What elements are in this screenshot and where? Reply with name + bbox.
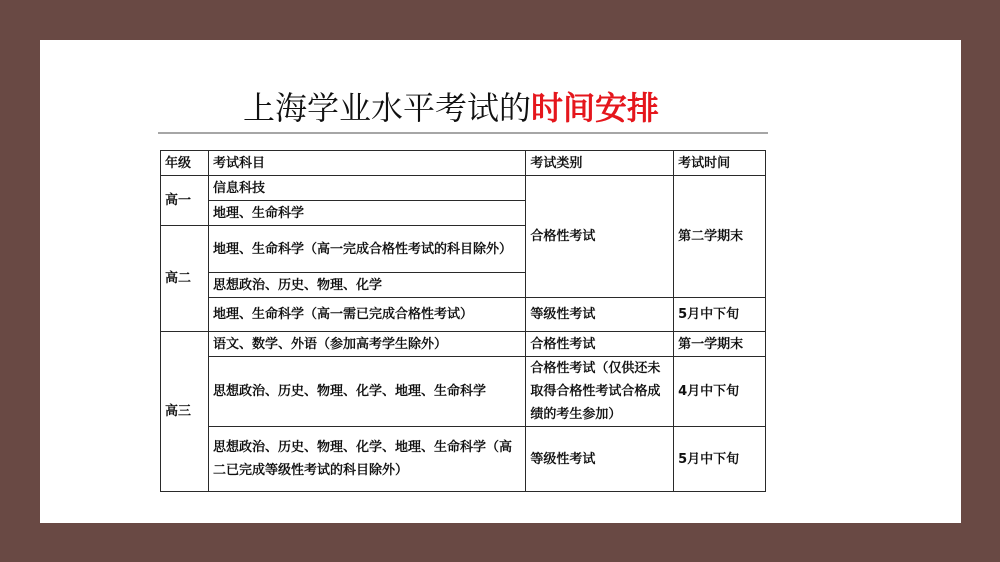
header-time: 考试时间	[674, 151, 766, 176]
grade-cell-g2: 高二	[161, 226, 209, 332]
time-cell: 5月中下旬	[674, 298, 766, 332]
category-cell: 合格性考试（仅供还未取得合格性考试合格成绩的考生参加）	[526, 357, 674, 427]
category-cell: 合格性考试	[526, 332, 674, 357]
time-cell: 5月中下旬	[674, 427, 766, 492]
subject-cell: 地理、生命科学（高一完成合格性考试的科目除外）	[208, 226, 525, 273]
header-grade: 年级	[161, 151, 209, 176]
header-category: 考试类别	[526, 151, 674, 176]
subject-cell: 地理、生命科学	[208, 201, 525, 226]
subject-cell: 思想政治、历史、物理、化学、地理、生命科学	[208, 357, 525, 427]
time-cell-merged: 第二学期末	[674, 176, 766, 298]
slide	[40, 40, 961, 523]
subject-cell: 信息科技	[208, 176, 525, 201]
time-cell: 4月中下旬	[674, 357, 766, 427]
table-row	[161, 357, 766, 427]
table-row	[161, 332, 766, 357]
title-divider	[158, 132, 768, 134]
table-header-row	[161, 151, 766, 176]
category-cell-merged: 合格性考试	[526, 176, 674, 298]
title-main: 上海学业水平考试的	[243, 89, 532, 127]
subject-cell: 语文、数学、外语（参加高考学生除外）	[208, 332, 525, 357]
category-cell: 等级性考试	[526, 427, 674, 492]
table-row	[161, 427, 766, 492]
title-accent: 时间安排	[531, 89, 660, 127]
table-row	[161, 298, 766, 332]
grade-cell-g3: 高三	[161, 332, 209, 492]
subject-cell: 思想政治、历史、物理、化学、地理、生命科学（高二已完成等级性考试的科目除外）	[208, 427, 525, 492]
header-subject: 考试科目	[208, 151, 525, 176]
time-cell: 第一学期末	[674, 332, 766, 357]
table-row	[161, 176, 766, 201]
exam-schedule-table	[160, 150, 766, 492]
grade-cell-g1: 高一	[161, 176, 209, 226]
subject-cell: 思想政治、历史、物理、化学	[208, 273, 525, 298]
subject-cell: 地理、生命科学（高一需已完成合格性考试）	[208, 298, 525, 332]
slide-title	[243, 88, 659, 128]
category-cell: 等级性考试	[526, 298, 674, 332]
